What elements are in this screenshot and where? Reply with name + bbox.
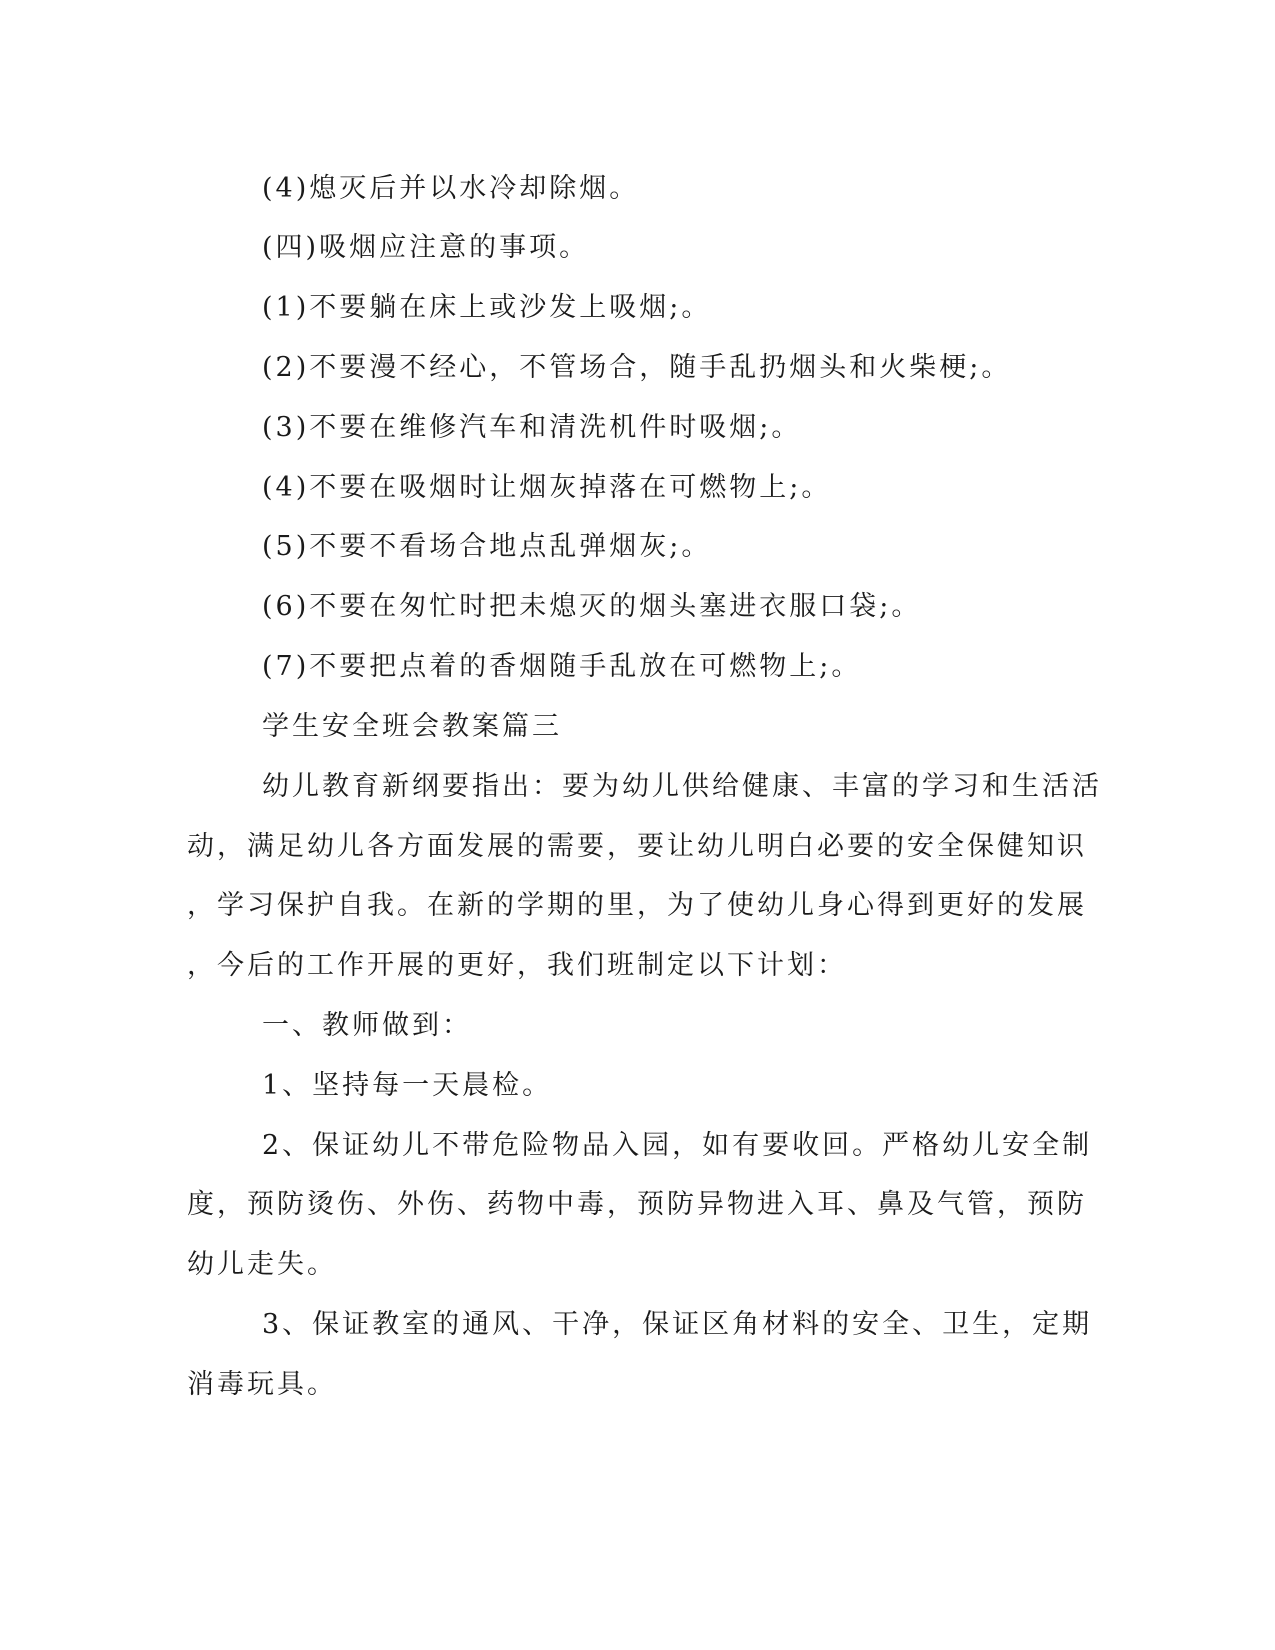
section-heading: 一、教师做到：	[262, 1010, 472, 1041]
paragraph-line: 动，满足幼儿各方面发展的需要，要让幼儿明白必要的安全保健知识	[187, 831, 1087, 862]
paragraph-line: ，今后的工作开展的更好，我们班制定以下计划：	[187, 950, 847, 981]
list-item: 3、保证教室的通风、干净，保证区角材料的安全、卫生，定期	[262, 1309, 1093, 1340]
list-item: (5)不要不看场合地点乱弹烟灰;。	[262, 531, 712, 562]
list-item: (6)不要在匆忙时把未熄灭的烟头塞进衣服口袋;。	[262, 591, 922, 622]
paragraph-line: 幼儿走失。	[187, 1249, 337, 1280]
article-title: 学生安全班会教案篇三	[262, 711, 562, 742]
paragraph-line: 幼儿教育新纲要指出：要为幼儿供给健康、丰富的学习和生活活	[262, 771, 1102, 802]
section-heading: (四)吸烟应注意的事项。	[262, 232, 590, 263]
list-item: (3)不要在维修汽车和清洗机件时吸烟;。	[262, 412, 802, 443]
list-item: (4)不要在吸烟时让烟灰掉落在可燃物上;。	[262, 472, 832, 503]
list-item: (7)不要把点着的香烟随手乱放在可燃物上;。	[262, 651, 862, 682]
paragraph-line: 消毒玩具。	[187, 1369, 337, 1400]
list-item: 2、保证幼儿不带危险物品入园，如有要收回。严格幼儿安全制	[262, 1130, 1093, 1161]
paragraph-line: ，学习保护自我。在新的学期的里，为了使幼儿身心得到更好的发展	[187, 890, 1087, 921]
text-line: (4)熄灭后并以水冷却除烟。	[262, 173, 640, 204]
list-item: (2)不要漫不经心，不管场合，随手乱扔烟头和火柴梗;。	[262, 352, 1012, 383]
list-item: 1、坚持每一天晨检。	[262, 1070, 553, 1101]
list-item: (1)不要躺在床上或沙发上吸烟;。	[262, 292, 712, 323]
paragraph-line: 度，预防烫伤、外伤、药物中毒，预防异物进入耳、鼻及气管，预防	[187, 1189, 1087, 1220]
